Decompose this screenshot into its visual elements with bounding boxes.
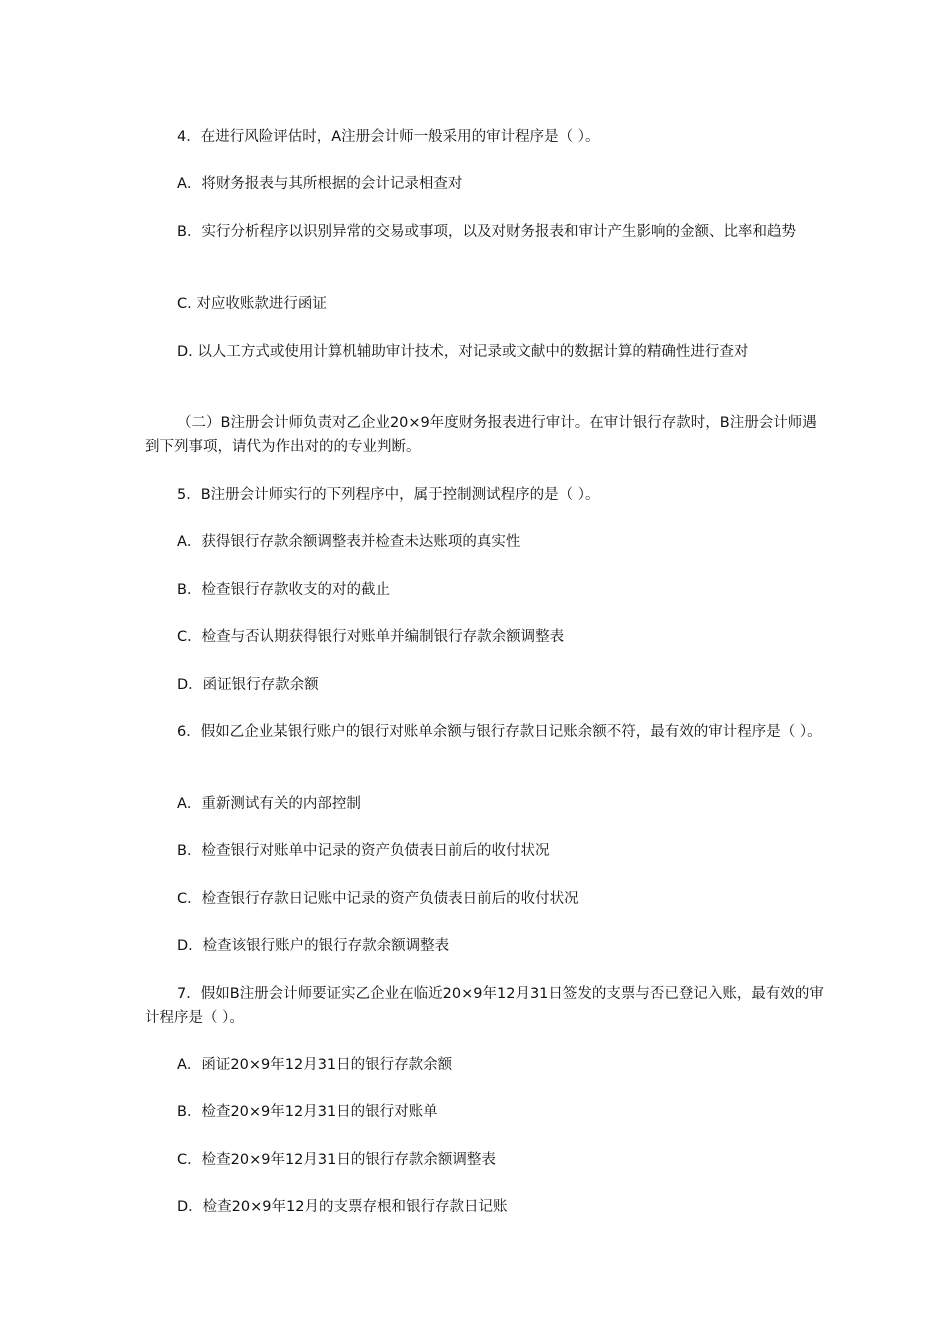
question-6-option-b: B．检查银行对账单中记录的资产负债表日前后的收付状况 [177,843,550,859]
question-6: 6．假如乙企业某银行账户的银行对账单余额与银行存款日记账余额不符，最有效的审计程序是（ ）。 [177,724,822,740]
question-5-option-c: C．检查与否认期获得银行对账单并编制银行存款余额调整表 [177,629,565,645]
question-7-option-d: D．检查20×9年12月的支票存根和银行存款日记账 [177,1199,508,1215]
question-5: 5．B注册会计师实行的下列程序中，属于控制测试程序的是（ ）。 [177,487,600,503]
question-4: 4．在进行风险评估时，A注册会计师一般采用的审计程序是（ ）。 [177,129,600,145]
question-4-option-a: A．将财务报表与其所根据的会计记录相查对 [177,176,463,192]
question-5-option-a: A．获得银行存款余额调整表并检查未达账项的真实性 [177,534,521,550]
question-6-option-a: A．重新测试有关的内部控制 [177,796,361,812]
question-7-option-b: B．检查20×9年12月31日的银行对账单 [177,1104,438,1120]
question-4-option-c: C. 对应收账款进行函证 [177,296,327,312]
question-5-option-b: B．检查银行存款收支的对的截止 [177,582,390,598]
question-7: 7．假如B注册会计师要证实乙企业在临近20×9年12月31日签发的支票与否已登记入账，最有效的审计程序是（ ）。 [145,986,824,1026]
question-5-option-d: D．函证银行存款余额 [177,677,319,693]
question-4-option-b: B．实行分析程序以识别异常的交易或事项，以及对财务报表和审计产生影响的金额、比率和趋势 [177,224,796,240]
question-7-option-a: A．函证20×9年12月31日的银行存款余额 [177,1057,453,1073]
question-6-option-c: C．检查银行存款日记账中记录的资产负债表日前后的收付状况 [177,891,579,907]
question-7-option-c: C．检查20×9年12月31日的银行存款余额调整表 [177,1152,496,1168]
section-2-intro: （二）B注册会计师负责对乙企业20×9年度财务报表进行审计。在审计银行存款时，B注册会计师遇到下列事项，请代为作出对的的专业判断。 [145,415,817,455]
question-6-option-d: D．检查该银行账户的银行存款余额调整表 [177,938,450,954]
question-4-option-d: D. 以人工方式或使用计算机辅助审计技术，对记录或文献中的数据计算的精确性进行查对 [177,344,749,360]
